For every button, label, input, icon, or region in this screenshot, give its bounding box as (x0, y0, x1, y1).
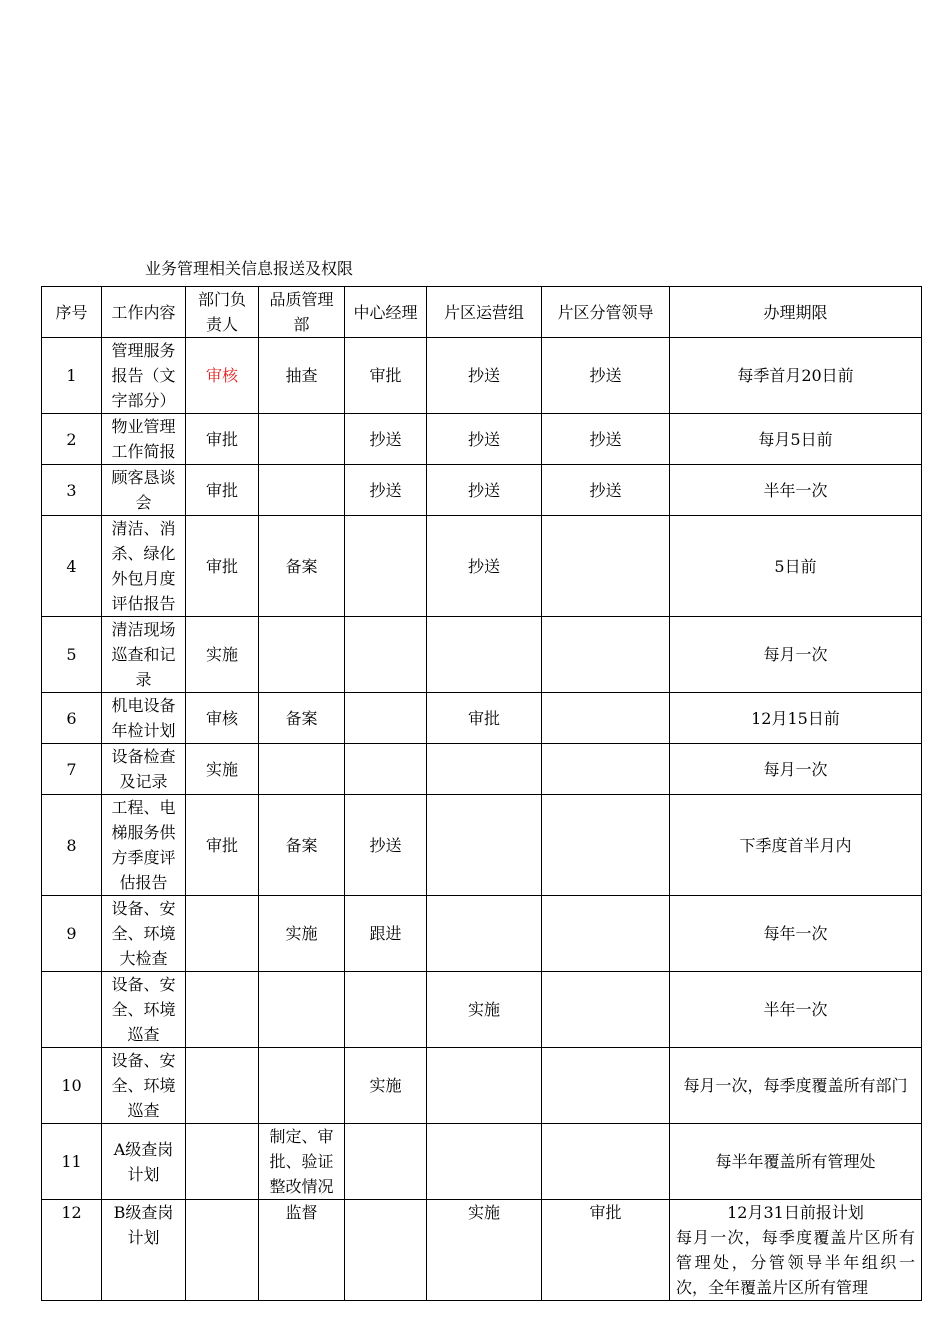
quality-dept-action: 监督 (259, 1200, 345, 1301)
table-row (42, 795, 922, 896)
quality-dept-action (259, 414, 345, 465)
dept-head-action (186, 1200, 259, 1301)
area-ops-action: 抄送 (427, 516, 542, 617)
quality-dept-action (259, 617, 345, 693)
dept-head-action: 实施 (186, 744, 259, 795)
center-manager-action (345, 972, 427, 1048)
area-leader-action: 审批 (542, 1200, 670, 1301)
table-row (42, 1200, 922, 1301)
quality-dept-action: 备案 (259, 516, 345, 617)
table-row (42, 693, 922, 744)
area-leader-action (542, 795, 670, 896)
deadline: 每月一次 (670, 617, 922, 693)
table-row (42, 1048, 922, 1124)
area-leader-action (542, 972, 670, 1048)
table-row (42, 414, 922, 465)
header-area-ops: 片区运营组 (427, 287, 542, 338)
row-number: 9 (42, 896, 102, 972)
center-manager-action: 抄送 (345, 465, 427, 516)
area-ops-action (427, 1124, 542, 1200)
row-number: 3 (42, 465, 102, 516)
dept-head-action: 审核 (186, 693, 259, 744)
dept-head-action: 审批 (186, 465, 259, 516)
header-task: 工作内容 (102, 287, 186, 338)
quality-dept-action (259, 972, 345, 1048)
area-ops-action (427, 795, 542, 896)
area-ops-action: 实施 (427, 972, 542, 1048)
center-manager-action: 抄送 (345, 414, 427, 465)
row-number: 5 (42, 617, 102, 693)
dept-head-action (186, 972, 259, 1048)
quality-dept-action: 备案 (259, 795, 345, 896)
work-content: 设备、安全、环境巡查 (102, 1048, 186, 1124)
quality-dept-action (259, 465, 345, 516)
area-leader-action: 抄送 (542, 338, 670, 414)
center-manager-action (345, 1124, 427, 1200)
deadline: 每月一次，每季度覆盖所有部门 (670, 1048, 922, 1124)
deadline: 每半年覆盖所有管理处 (670, 1124, 922, 1200)
info-table (41, 286, 922, 1301)
area-ops-action: 抄送 (427, 465, 542, 516)
center-manager-action: 实施 (345, 1048, 427, 1124)
deadline: 每季首月20日前 (670, 338, 922, 414)
row-number: 7 (42, 744, 102, 795)
work-content: A级查岗计划 (102, 1124, 186, 1200)
header-deadline: 办理期限 (670, 287, 922, 338)
work-content: 顾客恳谈会 (102, 465, 186, 516)
work-content: 机电设备年检计划 (102, 693, 186, 744)
header-dept-head: 部门负责人 (186, 287, 259, 338)
area-ops-action (427, 617, 542, 693)
dept-head-action (186, 1124, 259, 1200)
area-leader-action (542, 516, 670, 617)
quality-dept-action (259, 1048, 345, 1124)
header-quality-dept: 品质管理部 (259, 287, 345, 338)
dept-head-action: 审批 (186, 414, 259, 465)
area-ops-action (427, 1048, 542, 1124)
quality-dept-action: 实施 (259, 896, 345, 972)
deadline: 每年一次 (670, 896, 922, 972)
deadline: 每月5日前 (670, 414, 922, 465)
area-ops-action: 审批 (427, 693, 542, 744)
quality-dept-action: 抽查 (259, 338, 345, 414)
quality-dept-action (259, 744, 345, 795)
dept-head-action: 审批 (186, 516, 259, 617)
area-leader-action: 抄送 (542, 414, 670, 465)
document-title: 业务管理相关信息报送及权限 (145, 259, 354, 278)
work-content: 管理服务报告（文字部分） (102, 338, 186, 414)
header-center-manager: 中心经理 (345, 287, 427, 338)
deadline: 半年一次 (670, 465, 922, 516)
work-content: 工程、电梯服务供方季度评估报告 (102, 795, 186, 896)
work-content: 设备、安全、环境大检查 (102, 896, 186, 972)
table-row (42, 516, 922, 617)
row-number: 12 (42, 1200, 102, 1301)
deadline-line: 12月31日前报计划 (727, 1203, 864, 1222)
center-manager-action (345, 516, 427, 617)
table-row (42, 896, 922, 972)
header-no: 序号 (42, 287, 102, 338)
center-manager-action: 跟进 (345, 896, 427, 972)
row-number (42, 972, 102, 1048)
work-content: B级查岗计划 (102, 1200, 186, 1301)
row-number: 2 (42, 414, 102, 465)
row-number: 10 (42, 1048, 102, 1124)
area-ops-action (427, 896, 542, 972)
area-leader-action (542, 744, 670, 795)
center-manager-action (345, 1200, 427, 1301)
area-leader-action (542, 1124, 670, 1200)
dept-head-action: 审核 (186, 338, 259, 414)
area-leader-action: 抄送 (542, 465, 670, 516)
area-leader-action (542, 693, 670, 744)
center-manager-action: 审批 (345, 338, 427, 414)
table-row (42, 744, 922, 795)
area-ops-action: 实施 (427, 1200, 542, 1301)
work-content: 清洁现场巡查和记录 (102, 617, 186, 693)
deadline-note: 每月一次，每季度覆盖片区所有管理处，分管领导半年组织一次，全年覆盖片区所有管理 (676, 1228, 915, 1297)
dept-head-action: 审批 (186, 795, 259, 896)
deadline: 下季度首半月内 (670, 795, 922, 896)
area-ops-action: 抄送 (427, 414, 542, 465)
center-manager-action: 抄送 (345, 795, 427, 896)
deadline (670, 1200, 922, 1301)
deadline: 12月15日前 (670, 693, 922, 744)
table-row (42, 617, 922, 693)
row-number: 1 (42, 338, 102, 414)
dept-head-action (186, 896, 259, 972)
area-leader-action (542, 617, 670, 693)
row-number: 6 (42, 693, 102, 744)
quality-dept-action: 备案 (259, 693, 345, 744)
work-content: 设备检查及记录 (102, 744, 186, 795)
row-number: 11 (42, 1124, 102, 1200)
center-manager-action (345, 693, 427, 744)
dept-head-action (186, 1048, 259, 1124)
area-leader-action (542, 896, 670, 972)
quality-dept-action: 制定、审批、验证整改情况 (259, 1124, 345, 1200)
area-ops-action: 抄送 (427, 338, 542, 414)
deadline: 半年一次 (670, 972, 922, 1048)
area-leader-action (542, 1048, 670, 1124)
table-row (42, 465, 922, 516)
header-row (42, 287, 922, 338)
row-number: 8 (42, 795, 102, 896)
table-row (42, 338, 922, 414)
table-row (42, 1124, 922, 1200)
table-row (42, 972, 922, 1048)
deadline: 5日前 (670, 516, 922, 617)
work-content: 设备、安全、环境巡查 (102, 972, 186, 1048)
area-ops-action (427, 744, 542, 795)
deadline: 每月一次 (670, 744, 922, 795)
header-area-leader: 片区分管领导 (542, 287, 670, 338)
center-manager-action (345, 744, 427, 795)
work-content: 清洁、消杀、绿化外包月度评估报告 (102, 516, 186, 617)
row-number: 4 (42, 516, 102, 617)
center-manager-action (345, 617, 427, 693)
dept-head-action: 实施 (186, 617, 259, 693)
work-content: 物业管理工作简报 (102, 414, 186, 465)
